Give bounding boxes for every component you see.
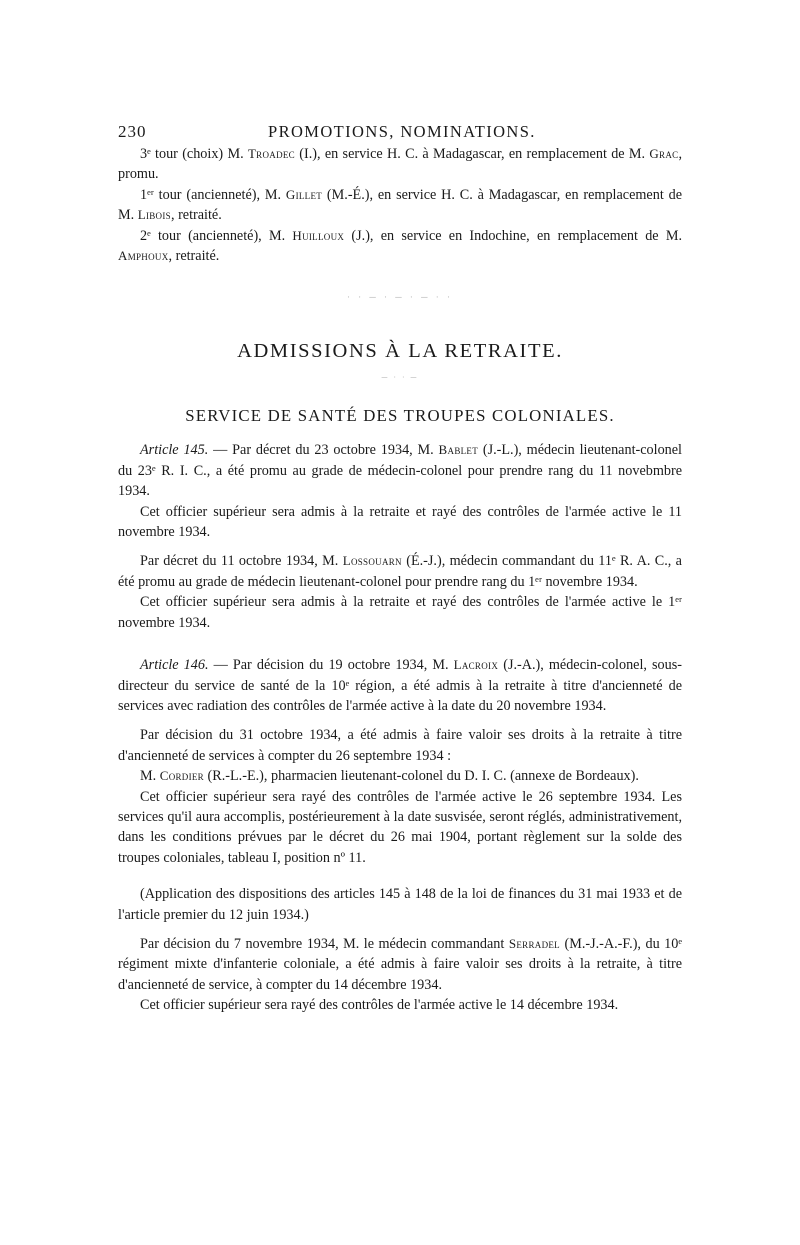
page-number: 230: [118, 122, 147, 141]
article-146-paragraph: Article 146. — Par décision du 19 octobre 1934, M. Lacroix (J.-A.), médecin-colonel, sous-directeur du service de santé de la 10ᵉ région, a été admis à la retraite à titre d'ancienneté de services avec radiation des contrôles de l'armée active à la date du 20 novembre 1934.: [118, 657, 682, 714]
article-146-paragraph: Cet officier supérieur sera rayé des contrôles de l'armée active le 14 décembre 1934.: [140, 997, 619, 1014]
section-title: ADMISSIONS À LA RETRAITE.: [237, 340, 563, 363]
promotion-paragraph: 2ᵉ tour (ancienneté), M. Huilloux (J.), en service en Indochine, en remplacement de M. Amphoux, retraité.: [118, 227, 682, 265]
running-head: [118, 122, 682, 142]
promotion-paragraph: 1ᵉʳ tour (ancienneté), M. Gillet (M.-É.), en service H. C. à Madagascar, en remplacement de M. Libois, retraité.: [118, 186, 682, 224]
application-note: (Application des dispositions des articles 145 à 148 de la loi de finances du 31 mai 1933 et de l'article premier du 12 juin 1934.): [118, 886, 682, 923]
article-145-paragraph: Par décret du 11 octobre 1934, M. Lossouarn (É.-J.), médecin commandant du 11ᵉ R. A. C., a été promu au grade de médecin lieutenant-colonel pour prendre rang du 1ᵉʳ novembre 1934.: [118, 553, 682, 590]
article-label: Article 146.: [140, 657, 209, 674]
article-145-paragraph: Cet officier supérieur sera admis à la retraite et rayé des contrôles de l'armée active le 11 novembre 1934.: [118, 503, 682, 541]
article-label: Article 145.: [140, 442, 209, 459]
article-146-paragraph: Cet officier supérieur sera rayé des contrôles de l'armée active le 26 septembre 1934. Les services qu'il aura accomplis, postérieurement à la date susvisée, seront réglés, administrativement, dans les conditions prévues par le décret du 26 mai 1904, portant règlement sur la solde des troupes coloniales, tableau I, position nº 11.: [118, 788, 682, 866]
article-146-paragraph: Par décision du 31 octobre 1934, a été admis à faire valoir ses droits à la retraite à titre d'ancienneté de services à compter du 26 septembre 1934 :: [118, 727, 682, 764]
article-145-paragraph: Article 145. — Par décret du 23 octobre 1934, M. Bablet (J.-L.), médecin lieutenant-colonel du 23ᵉ R. I. C., a été promu au grade de médecin-colonel pour prendre rang du 11 novebmbre 1934.: [118, 442, 682, 500]
section-divider: · · ─ · ─ · ─ · ·: [346, 292, 454, 303]
title-divider: ─ · · ─: [381, 373, 419, 383]
article-146-paragraph: M. Cordier (R.-L.-E.), pharmacien lieutenant-colonel du D. I. C. (annexe de Bordeaux).: [140, 768, 639, 785]
article-145-paragraph: Cet officier supérieur sera admis à la retraite et rayé des contrôles de l'armée active le 1ᵉʳ novembre 1934.: [118, 594, 682, 631]
article-146-paragraph: Par décision du 7 novembre 1934, M. le médecin commandant Serradel (M.-J.-A.-F.), du 10ᵉ régiment mixte d'infanterie coloniale, a été admis à faire valoir ses droits à la retraite, à titre d'ancienneté de service, à compter du 14 décembre 1934.: [118, 935, 682, 993]
running-title: PROMOTIONS, NOMINATIONS.: [268, 122, 536, 141]
promotion-paragraph: 3ᵉ tour (choix) M. Troadec (I.), en service H. C. à Madagascar, en remplacement de M. Grac, promu.: [118, 146, 682, 183]
subsection-title: SERVICE DE SANTÉ DES TROUPES COLONIALES.: [185, 406, 615, 426]
